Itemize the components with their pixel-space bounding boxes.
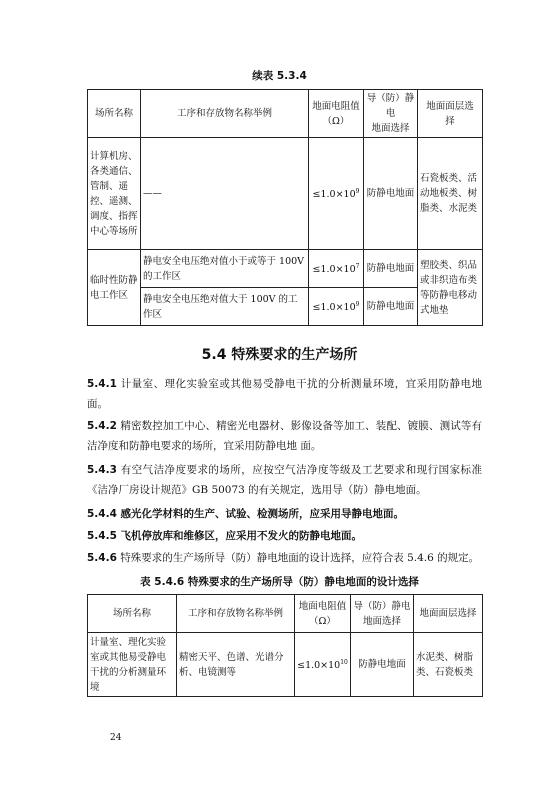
- table1-header-row: [88, 90, 483, 138]
- cell-select: 防静电地面: [364, 250, 418, 288]
- header-place: 场所名称: [88, 90, 141, 138]
- table2-header-row: [88, 595, 483, 633]
- cell-place: 临时性防静电工作区: [88, 250, 141, 326]
- cell-process: 精密天平、色谱、光谱分析、电镜测等: [177, 633, 295, 697]
- paragraph-5-4-6: 5.4.6 特殊要求的生产场所导（防）静电地面的设计选择，应符合表 5.4.6 的规定。: [87, 552, 480, 564]
- table-row: [88, 138, 483, 250]
- cell-resistance: $\le 1.0\times 10^{10}$: [295, 633, 351, 697]
- header-process: 工序和存放物名称举例: [141, 90, 309, 138]
- cell-process: 静电安全电压绝对值大于 100V 的工作区: [141, 288, 309, 326]
- header-select: 导（防）静电 地面选择: [364, 90, 418, 138]
- cell-process: ——: [141, 138, 309, 250]
- cell-process: 静电安全电压绝对值小于或等于 100V 的工作区: [141, 250, 309, 288]
- header-select: 导（防）静电 地面选择: [351, 595, 414, 633]
- cell-surface: 水泥类、树脂类、石瓷板类: [414, 633, 483, 697]
- paragraph-5-4-4: 5.4.4 感光化学材料的生产、试验、检测场所，应采用导静电地面。: [87, 508, 405, 520]
- paragraph-5-4-5: 5.4.5 飞机停放库和维修区，应采用不发火的防静电地面。: [87, 530, 363, 542]
- page-number: 24: [110, 733, 122, 743]
- cell-surface: 石瓷板类、活动地板类、树脂类、水泥类: [418, 138, 483, 250]
- cell-resistance: $\le 1.0\times 10^7$: [309, 250, 364, 288]
- cell-place: 计算机房、各类通信、管制、遥控、遥测、调度、指挥中心等场所: [88, 138, 141, 250]
- table2-caption: 表 5.4.6 特殊要求的生产场所导（防）静电地面的设计选择: [140, 576, 419, 588]
- header-resistance: 地面电阻值 （Ω）: [295, 595, 351, 633]
- cell-resistance: $\le 1.0\times 10^9$: [309, 288, 364, 326]
- header-resistance: 地面电阻值 （Ω）: [309, 90, 364, 138]
- table1-caption: 续表 5.3.4: [252, 70, 307, 82]
- cell-select: 防静电地面: [364, 288, 418, 326]
- cell-resistance: $\le 1.0\times 10^9$: [309, 138, 364, 250]
- section-title: 5.4 特殊要求的生产场所: [201, 347, 358, 363]
- paragraph-5-4-1: 5.4.1 计量室、理化实验室或其他易受静电干扰的分析测量环境，宜采用防静电地面。: [87, 378, 482, 410]
- header-process: 工序和存放物名称举例: [177, 595, 295, 633]
- paragraph-5-4-2: 5.4.2 精密数控加工中心、精密光电器材、影像设备等加工、装配、镀膜、测试等有洁净度和防静电要求的场所，宜采用防静电地 面。: [87, 420, 482, 452]
- cell-surface: 塑胶类、织品或非织造布类等防静电移动式地垫: [418, 250, 483, 326]
- cell-select: 防静电地面: [364, 138, 418, 250]
- table2: [87, 594, 483, 697]
- table1: [87, 89, 483, 326]
- table-row: [88, 250, 483, 288]
- cell-select: 防静电地面: [351, 633, 414, 697]
- header-surface: 地面面层选 择: [418, 90, 483, 138]
- paragraph-5-4-3: 5.4.3 有空气洁净度要求的场所，应按空气洁净度等级及工艺要求和现行国家标准《洁净厂房设计规范》GB 50073 的有关规定，选用导（防）静电地面。: [87, 464, 482, 496]
- header-surface: 地面面层选择: [414, 595, 483, 633]
- cell-place: 计量室、理化实验室或其他易受静电干扰的分析测量环境: [88, 633, 177, 697]
- header-place: 场所名称: [88, 595, 177, 633]
- table-row: [88, 633, 483, 697]
